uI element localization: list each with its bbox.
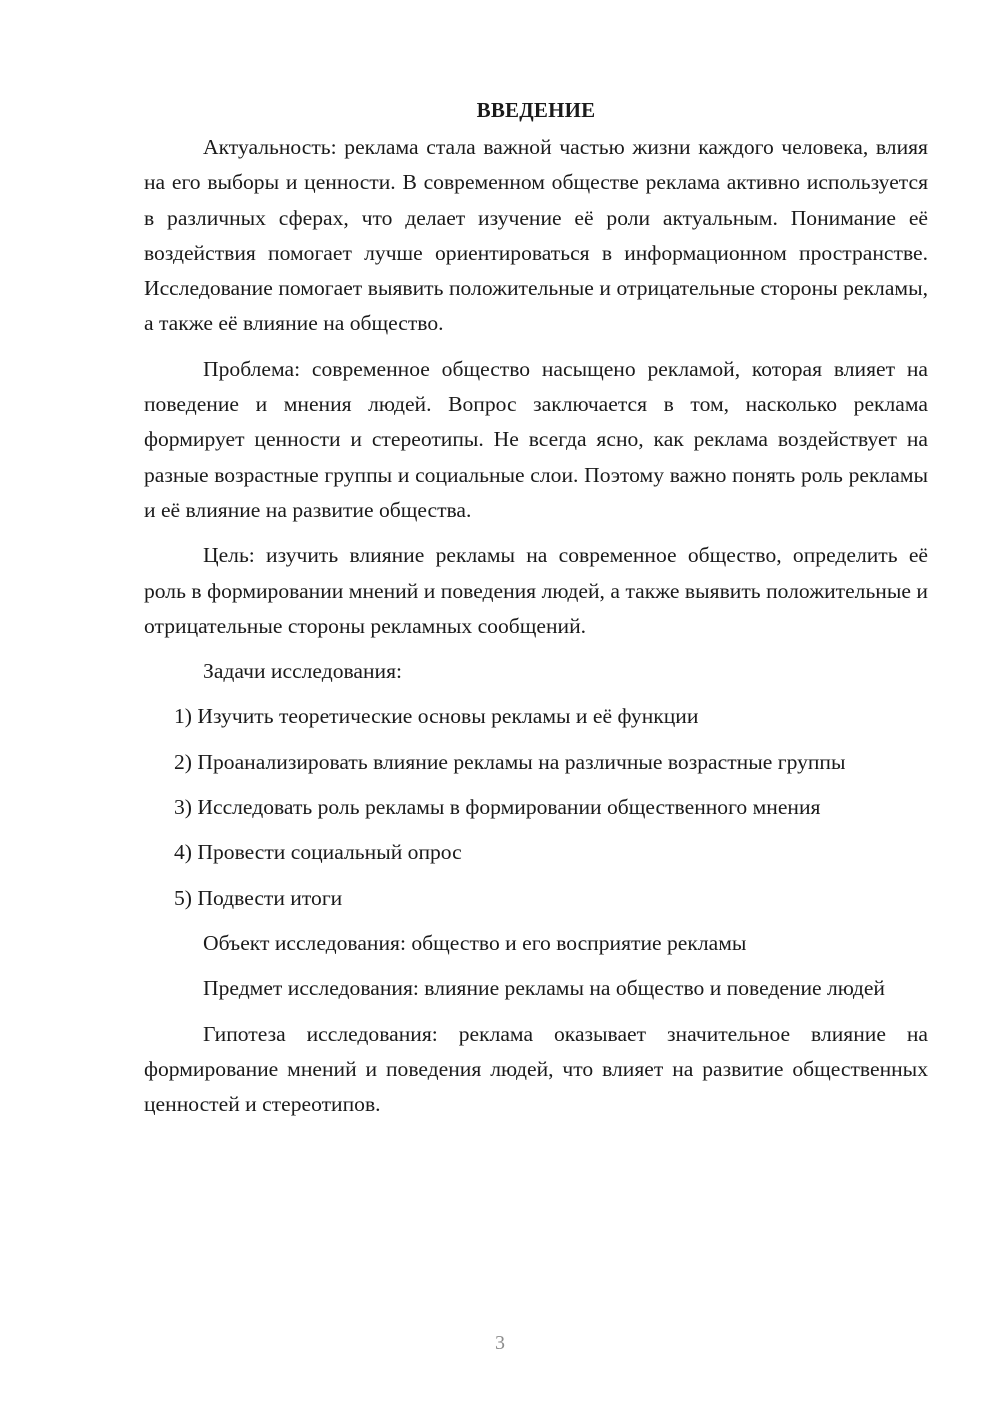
- page-title: ВВЕДЕНИЕ: [476, 98, 596, 122]
- page-number: 3: [495, 1332, 505, 1354]
- task-item-2: 2) Проанализировать влияние рекламы на различные возрастные группы: [174, 749, 846, 774]
- problem-paragraph: Проблема: современное общество насыщено рекламой, которая влияет на поведение и мнения людей. Вопрос заключается в том, насколько реклама формирует ценности и стереотипы. Не всегда ясно, как реклама воздействует на разные возрастные группы и социальные слои. Поэтому важно понять роль рекламы и её влияние на развитие общества.: [144, 356, 928, 522]
- tasks-heading: Задачи исследования:: [203, 659, 403, 684]
- subject-paragraph: Предмет исследования: влияние рекламы на общество и поведение людей: [203, 976, 885, 1001]
- document-page: [144, 92, 928, 1132]
- goal-paragraph: Цель: изучить влияние рекламы на современное общество, определить её роль в формировании мнений и поведения людей, а также выявить положительные и отрицательные стороны рекламных сообщений.: [144, 543, 928, 638]
- task-item-5: 5) Подвести итоги: [174, 885, 343, 910]
- relevance-paragraph: Актуальность: реклама стала важной частью жизни каждого человека, влияя на его выборы и ценности. В современном обществе реклама активно используется в различных сферах, что делает изучение её роли актуальным. Понимание её воздействия помогает лучше ориентироваться в информационном пространстве. Исследование помогает выявить положительные и отрицательные стороны рекламы, а также её влияние на общество.: [144, 135, 928, 336]
- object-paragraph: Объект исследования: общество и его восприятие рекламы: [203, 930, 747, 955]
- hypothesis-paragraph: Гипотеза исследования: реклама оказывает значительное влияние на формирование мнений и поведения людей, что влияет на развитие общественных ценностей и стереотипов.: [144, 1021, 928, 1117]
- task-item-3: 3) Исследовать роль рекламы в формировании общественного мнения: [174, 795, 821, 820]
- task-item-1: 1) Изучить теоретические основы рекламы и её функции: [174, 704, 699, 729]
- task-item-4: 4) Провести социальный опрос: [174, 840, 462, 865]
